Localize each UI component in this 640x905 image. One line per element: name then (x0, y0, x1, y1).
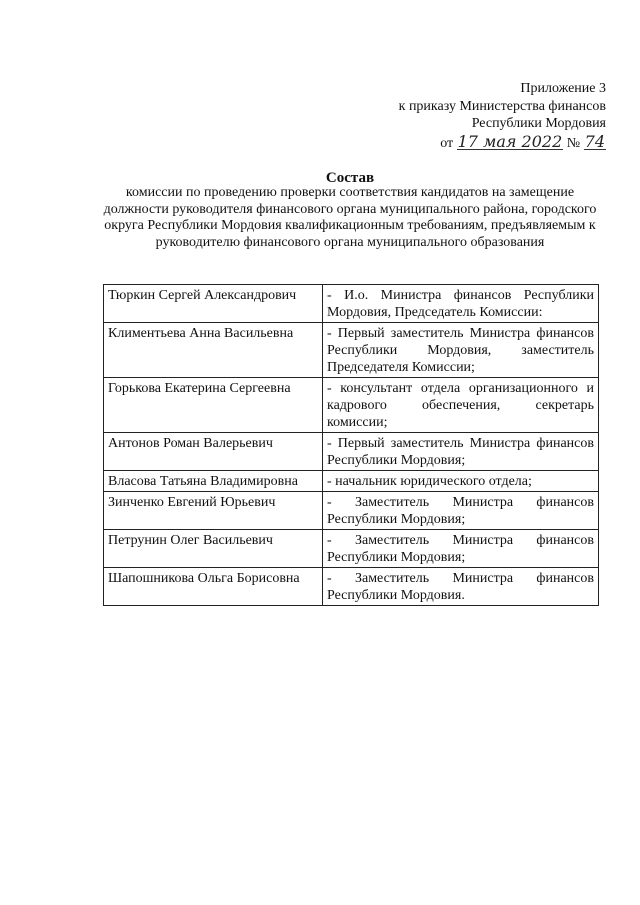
member-name: Горькова Екатерина Сергеевна (104, 378, 323, 433)
order-date-line (399, 131, 606, 153)
member-name: Тюркин Сергей Александрович (104, 285, 323, 323)
member-name: Петрунин Олег Васильевич (104, 530, 323, 568)
table-row (104, 433, 599, 471)
date-prefix: от (440, 135, 454, 151)
table-row (104, 568, 599, 606)
table-row (104, 492, 599, 530)
handwritten-number: 74 (584, 131, 605, 151)
member-name: Шапошникова Ольга Борисовна (104, 568, 323, 606)
member-name: Антонов Роман Валерьевич (104, 433, 323, 471)
annex-line-3: Республики Мордовия (471, 116, 606, 131)
member-name: Зинченко Евгений Юрьевич (104, 492, 323, 530)
number-sign: № (566, 135, 581, 151)
table-row (104, 530, 599, 568)
document-title: Состав (325, 170, 375, 186)
member-role: - Заместитель Министра финансов Республики Мордовия; (323, 492, 599, 530)
member-role: - И.о. Министра финансов Республики Мордовия, Председатель Комиссии: (323, 285, 599, 323)
table-row (104, 471, 599, 492)
member-role: - консультант отдела организационного и кадрового обеспечения, секретарь комиссии; (323, 378, 599, 433)
member-role: - Первый заместитель Министра финансов Республики Мордовия, заместитель Председателя Комиссии; (323, 323, 599, 378)
annex-line-1: Приложение 3 (520, 81, 606, 96)
member-name: Климентьева Анна Васильевна (104, 323, 323, 378)
document-subtitle: комиссии по проведению проверки соответствия кандидатов на замещение должности руководителя финансового органа муниципального района, городского округа Республики Мордовия квалификационным требованиям, предъявляемым к руководителю финансового органа муниципального образования (103, 185, 597, 250)
member-name: Власова Татьяна Владимировна (104, 471, 323, 492)
table-row (104, 323, 599, 378)
member-role: - Заместитель Министра финансов Республики Мордовия; (323, 530, 599, 568)
commission-members-table (103, 284, 599, 606)
table-row (104, 285, 599, 323)
member-role: - Заместитель Министра финансов Республики Мордовия. (323, 568, 599, 606)
annex-line-2: к приказу Министерства финансов (398, 98, 606, 114)
table-row (104, 378, 599, 433)
member-role: - Первый заместитель Министра финансов Республики Мордовия; (323, 433, 599, 471)
annex-header (399, 80, 606, 152)
handwritten-date: 17 мая 2022 (457, 131, 563, 151)
member-role: - начальник юридического отдела; (323, 471, 599, 492)
